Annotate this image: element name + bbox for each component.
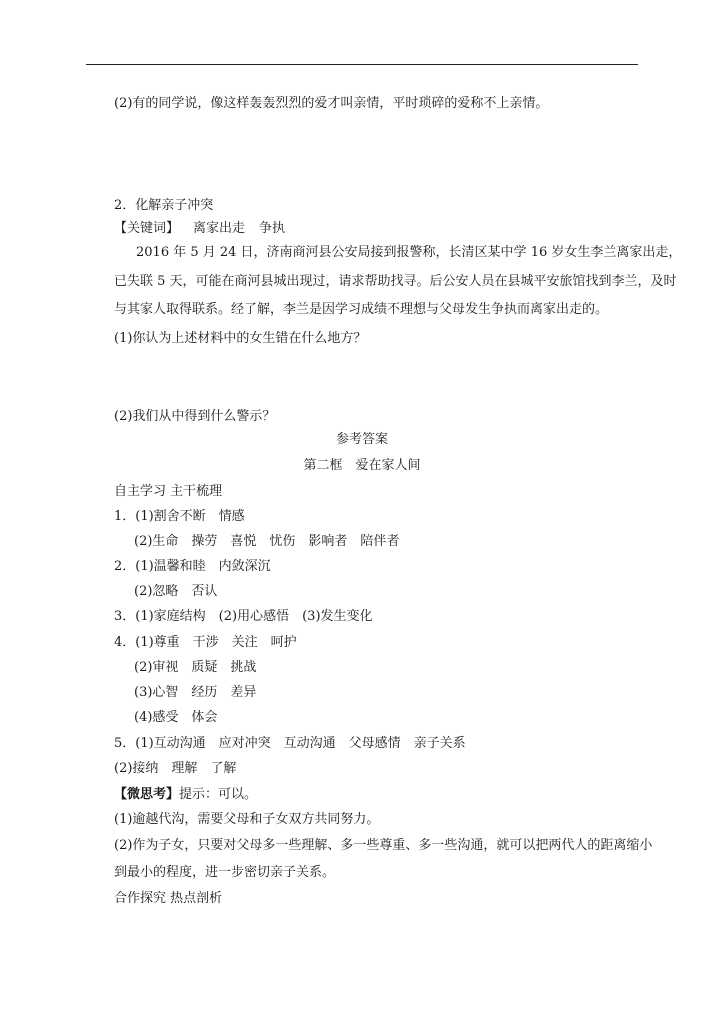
answer-item: (2)忽略 否认 bbox=[134, 584, 218, 599]
keyword-2: 争执 bbox=[259, 221, 286, 236]
explain-1: (1)逾越代沟，需要父母和子女双方共同努力。 bbox=[114, 812, 380, 827]
material-line-1: 2016 年 5 月 24 日，济南商河县公安局接到报警称，长清区某中学 16 岁女生李兰离家出走， bbox=[136, 245, 682, 260]
answer-item: 2．(1)温馨和睦 内敛深沉 bbox=[114, 559, 271, 574]
section-2-question-2: (2)我们从中得到什么警示？ bbox=[114, 409, 276, 424]
answer-item: 5．(1)互动沟通 应对冲突 互动沟通 父母感情 亲子关系 bbox=[114, 736, 466, 751]
answer-item: (4)感受 体会 bbox=[134, 710, 218, 725]
keywords-label: 【关键词】 bbox=[114, 221, 180, 236]
answer-item: (2)接纳 理解 了解 bbox=[114, 761, 237, 776]
answer-item: (3)心智 经历 差异 bbox=[134, 685, 257, 700]
explain-2-line-2: 到最小的程度，进一步密切亲子关系。 bbox=[114, 865, 336, 880]
header-rule bbox=[86, 64, 638, 65]
answers-subheading: 第二框 爱在家人间 bbox=[303, 458, 421, 473]
answer-item: 1．(1)割舍不断 情感 bbox=[114, 509, 245, 524]
keyword-1: 离家出走 bbox=[193, 221, 246, 236]
material-line-3: 与其家人取得联系。经了解，李兰是因学习成绩不理想与父母发生争执而离家出走的。 bbox=[114, 302, 609, 317]
section-2-question-1: (1)你认为上述材料中的女生错在什么地方？ bbox=[114, 331, 367, 346]
micro-think-text: 提示：可以。 bbox=[179, 787, 258, 802]
micro-think-line bbox=[114, 787, 257, 803]
material-line-2: 已失联 5 天，可能在商河县城出现过，请求帮助找寻。后公安人员在县城平安旅馆找到李兰，及时 bbox=[114, 274, 677, 289]
question-1-part2: (2)有的同学说，像这样轰轰烈烈的爱才叫亲情，平时琐碎的爱称不上亲情。 bbox=[114, 96, 549, 111]
part-title-cooperative: 合作探究 热点剖析 bbox=[114, 891, 223, 906]
answer-item: 4．(1)尊重 干涉 关注 呵护 bbox=[114, 635, 297, 650]
answer-item: 3．(1)家庭结构 (2)用心感悟 (3)发生变化 bbox=[114, 609, 373, 624]
answer-item: (2)审视 质疑 挑战 bbox=[134, 660, 257, 675]
micro-think-label: 【微思考】 bbox=[114, 787, 180, 802]
explain-2-line-1: (2)作为子女，只要对父母多一些理解、多一些尊重、多一些沟通，就可以把两代人的距离缩小 bbox=[114, 838, 653, 853]
answers-heading: 参考答案 bbox=[335, 432, 388, 447]
part-title-self-study: 自主学习 主干梳理 bbox=[114, 484, 223, 499]
answer-item: (2)生命 操劳 喜悦 忧伤 影响者 陪伴者 bbox=[134, 534, 400, 549]
section-2-title: 2．化解亲子冲突 bbox=[114, 198, 214, 213]
keywords-line bbox=[114, 221, 285, 237]
